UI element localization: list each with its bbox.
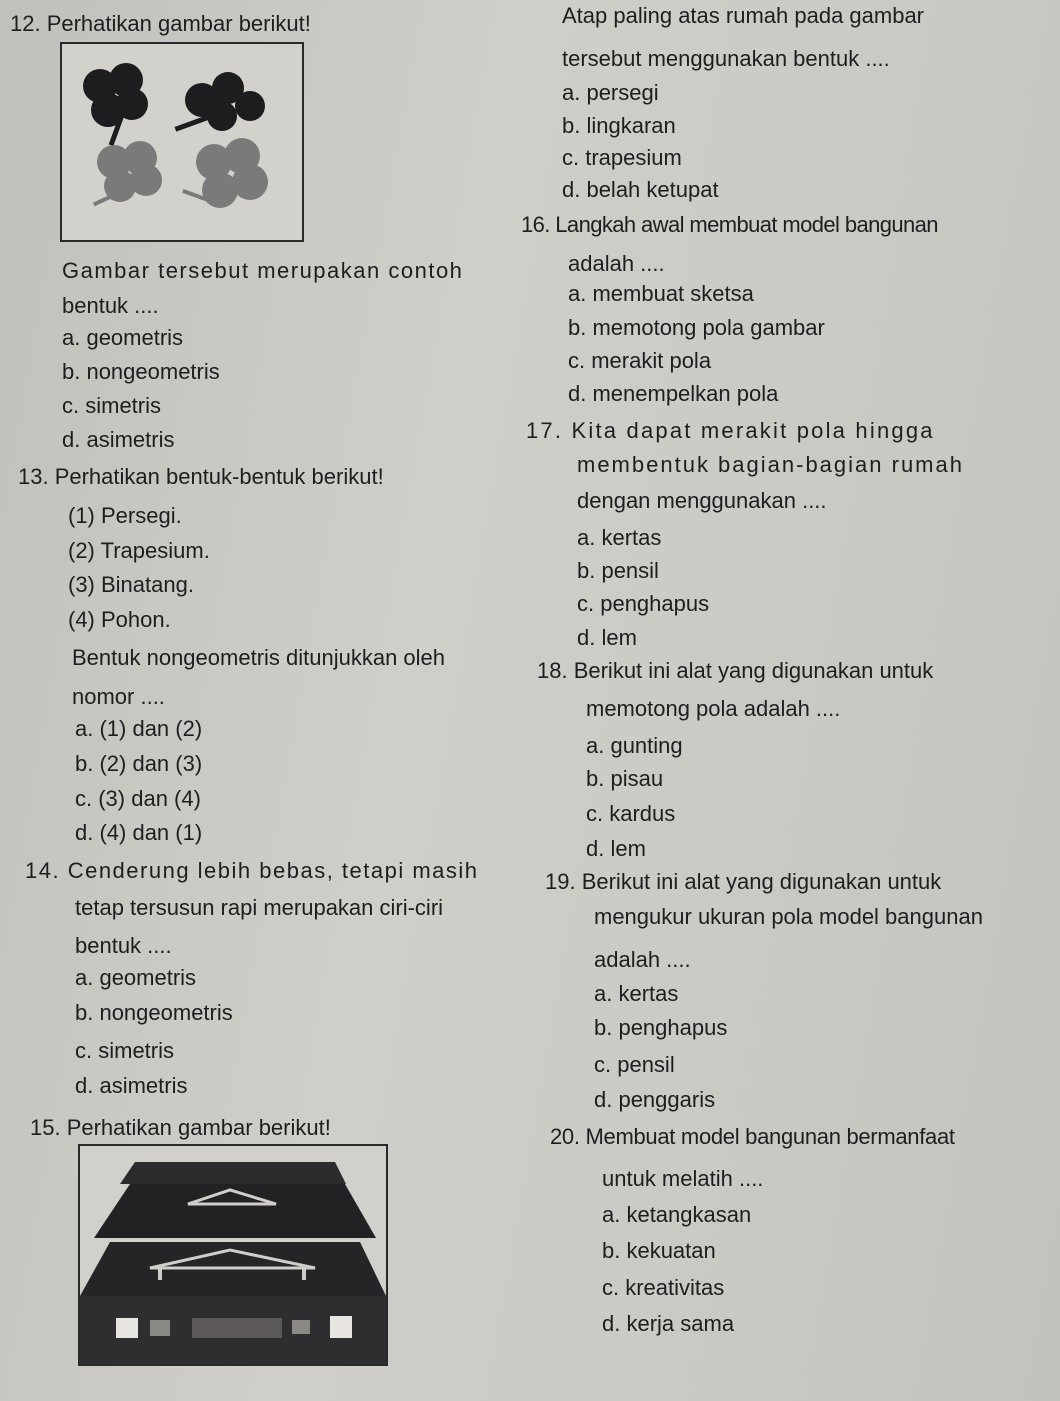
q16-line2: adalah .... xyxy=(568,251,665,276)
q14-option-d[interactable]: d. asimetris xyxy=(75,1073,188,1098)
q15-stem: 15. Perhatikan gambar berikut! xyxy=(30,1115,331,1140)
q20-option-d[interactable]: d. kerja sama xyxy=(602,1311,735,1336)
q20-option-c[interactable]: c. kreativitas xyxy=(602,1275,725,1300)
q14-option-a[interactable]: a. geometris xyxy=(75,965,197,990)
q12-question-line1: Atap paling atas rumah pada gambar xyxy=(562,3,925,28)
q18-option-c[interactable]: c. kardus xyxy=(586,801,676,826)
q12-line2: bentuk .... xyxy=(62,293,159,318)
q12-question-line2: tersebut menggunakan bentuk .... xyxy=(562,46,890,71)
q12-option-d[interactable]: d. asimetris xyxy=(62,427,175,452)
q17-option-b[interactable]: b. pensil xyxy=(577,558,659,583)
q12b-option-b[interactable]: b. lingkaran xyxy=(562,113,676,138)
q20-line2: untuk melatih .... xyxy=(602,1166,764,1191)
q13-option-c[interactable]: c. (3) dan (4) xyxy=(75,786,201,811)
q12-option-a[interactable]: a. geometris xyxy=(62,325,184,350)
q13-item-3: (3) Binatang. xyxy=(68,572,194,597)
q19-option-d[interactable]: d. penggaris xyxy=(594,1087,716,1112)
q12-stem: 12. Perhatikan gambar berikut! xyxy=(10,11,311,36)
clover-leaves-image xyxy=(62,44,302,240)
q14-line2: tetap tersusun rapi merupakan ciri-ciri xyxy=(75,895,444,920)
q16-line1: 16. Langkah awal membuat model bangunan xyxy=(521,212,938,237)
q12b-option-d[interactable]: d. belah ketupat xyxy=(562,177,719,202)
q12-line1: Gambar tersebut merupakan contoh xyxy=(62,258,464,283)
q19-line2: mengukur ukuran pola model bangunan xyxy=(594,904,983,929)
q14-option-c[interactable]: c. simetris xyxy=(75,1038,174,1063)
q14-option-b[interactable]: b. nongeometris xyxy=(75,1000,233,1025)
q19-option-b[interactable]: b. penghapus xyxy=(594,1015,728,1040)
q19-option-c[interactable]: c. pensil xyxy=(594,1052,675,1077)
q17-line2: membentuk bagian-bagian rumah xyxy=(577,452,964,477)
q12b-option-c[interactable]: c. trapesium xyxy=(562,145,682,170)
q13-line2: nomor .... xyxy=(72,684,165,709)
q17-line1: 17. Kita dapat merakit pola hingga xyxy=(526,418,935,443)
q16-option-c[interactable]: c. merakit pola xyxy=(568,348,712,373)
q13-item-2: (2) Trapesium. xyxy=(68,538,210,563)
q12-option-b[interactable]: b. nongeometris xyxy=(62,359,220,384)
q19-option-a[interactable]: a. kertas xyxy=(594,981,679,1006)
q13-option-a[interactable]: a. (1) dan (2) xyxy=(75,716,203,741)
q17-option-c[interactable]: c. penghapus xyxy=(577,591,710,616)
q14-line1: 14. Cenderung lebih bebas, tetapi masih xyxy=(25,858,479,883)
traditional-house-image xyxy=(80,1146,386,1364)
q16-option-b[interactable]: b. memotong pola gambar xyxy=(568,315,825,340)
q12b-option-a[interactable]: a. persegi xyxy=(562,80,659,105)
q19-line3: adalah .... xyxy=(594,947,691,972)
q13-line1: Bentuk nongeometris ditunjukkan oleh xyxy=(72,645,446,670)
q18-option-b[interactable]: b. pisau xyxy=(586,766,664,791)
q18-option-a[interactable]: a. gunting xyxy=(586,733,683,758)
q16-option-a[interactable]: a. membuat sketsa xyxy=(568,281,754,306)
q18-option-d[interactable]: d. lem xyxy=(586,836,646,861)
q19-line1: 19. Berikut ini alat yang digunakan untuk xyxy=(545,869,942,894)
q13-item-1: (1) Persegi. xyxy=(68,503,182,528)
q20-option-b[interactable]: b. kekuatan xyxy=(602,1238,716,1263)
q14-line3: bentuk .... xyxy=(75,933,172,958)
q12-clover-figure xyxy=(60,42,304,242)
q12-option-c[interactable]: c. simetris xyxy=(62,393,161,418)
q13-option-d[interactable]: d. (4) dan (1) xyxy=(75,820,203,845)
q17-line3: dengan menggunakan .... xyxy=(577,488,827,513)
q15-house-figure xyxy=(78,1144,388,1366)
q18-line2: memotong pola adalah .... xyxy=(586,696,841,721)
q20-line1: 20. Membuat model bangunan bermanfaat xyxy=(550,1124,955,1149)
q13-stem: 13. Perhatikan bentuk-bentuk berikut! xyxy=(18,464,384,489)
q17-option-d[interactable]: d. lem xyxy=(577,625,637,650)
q18-line1: 18. Berikut ini alat yang digunakan untuk xyxy=(537,658,934,683)
q13-item-4: (4) Pohon. xyxy=(68,607,171,632)
q20-option-a[interactable]: a. ketangkasan xyxy=(602,1202,752,1227)
q13-option-b[interactable]: b. (2) dan (3) xyxy=(75,751,203,776)
q16-option-d[interactable]: d. menempelkan pola xyxy=(568,381,779,406)
q17-option-a[interactable]: a. kertas xyxy=(577,525,662,550)
